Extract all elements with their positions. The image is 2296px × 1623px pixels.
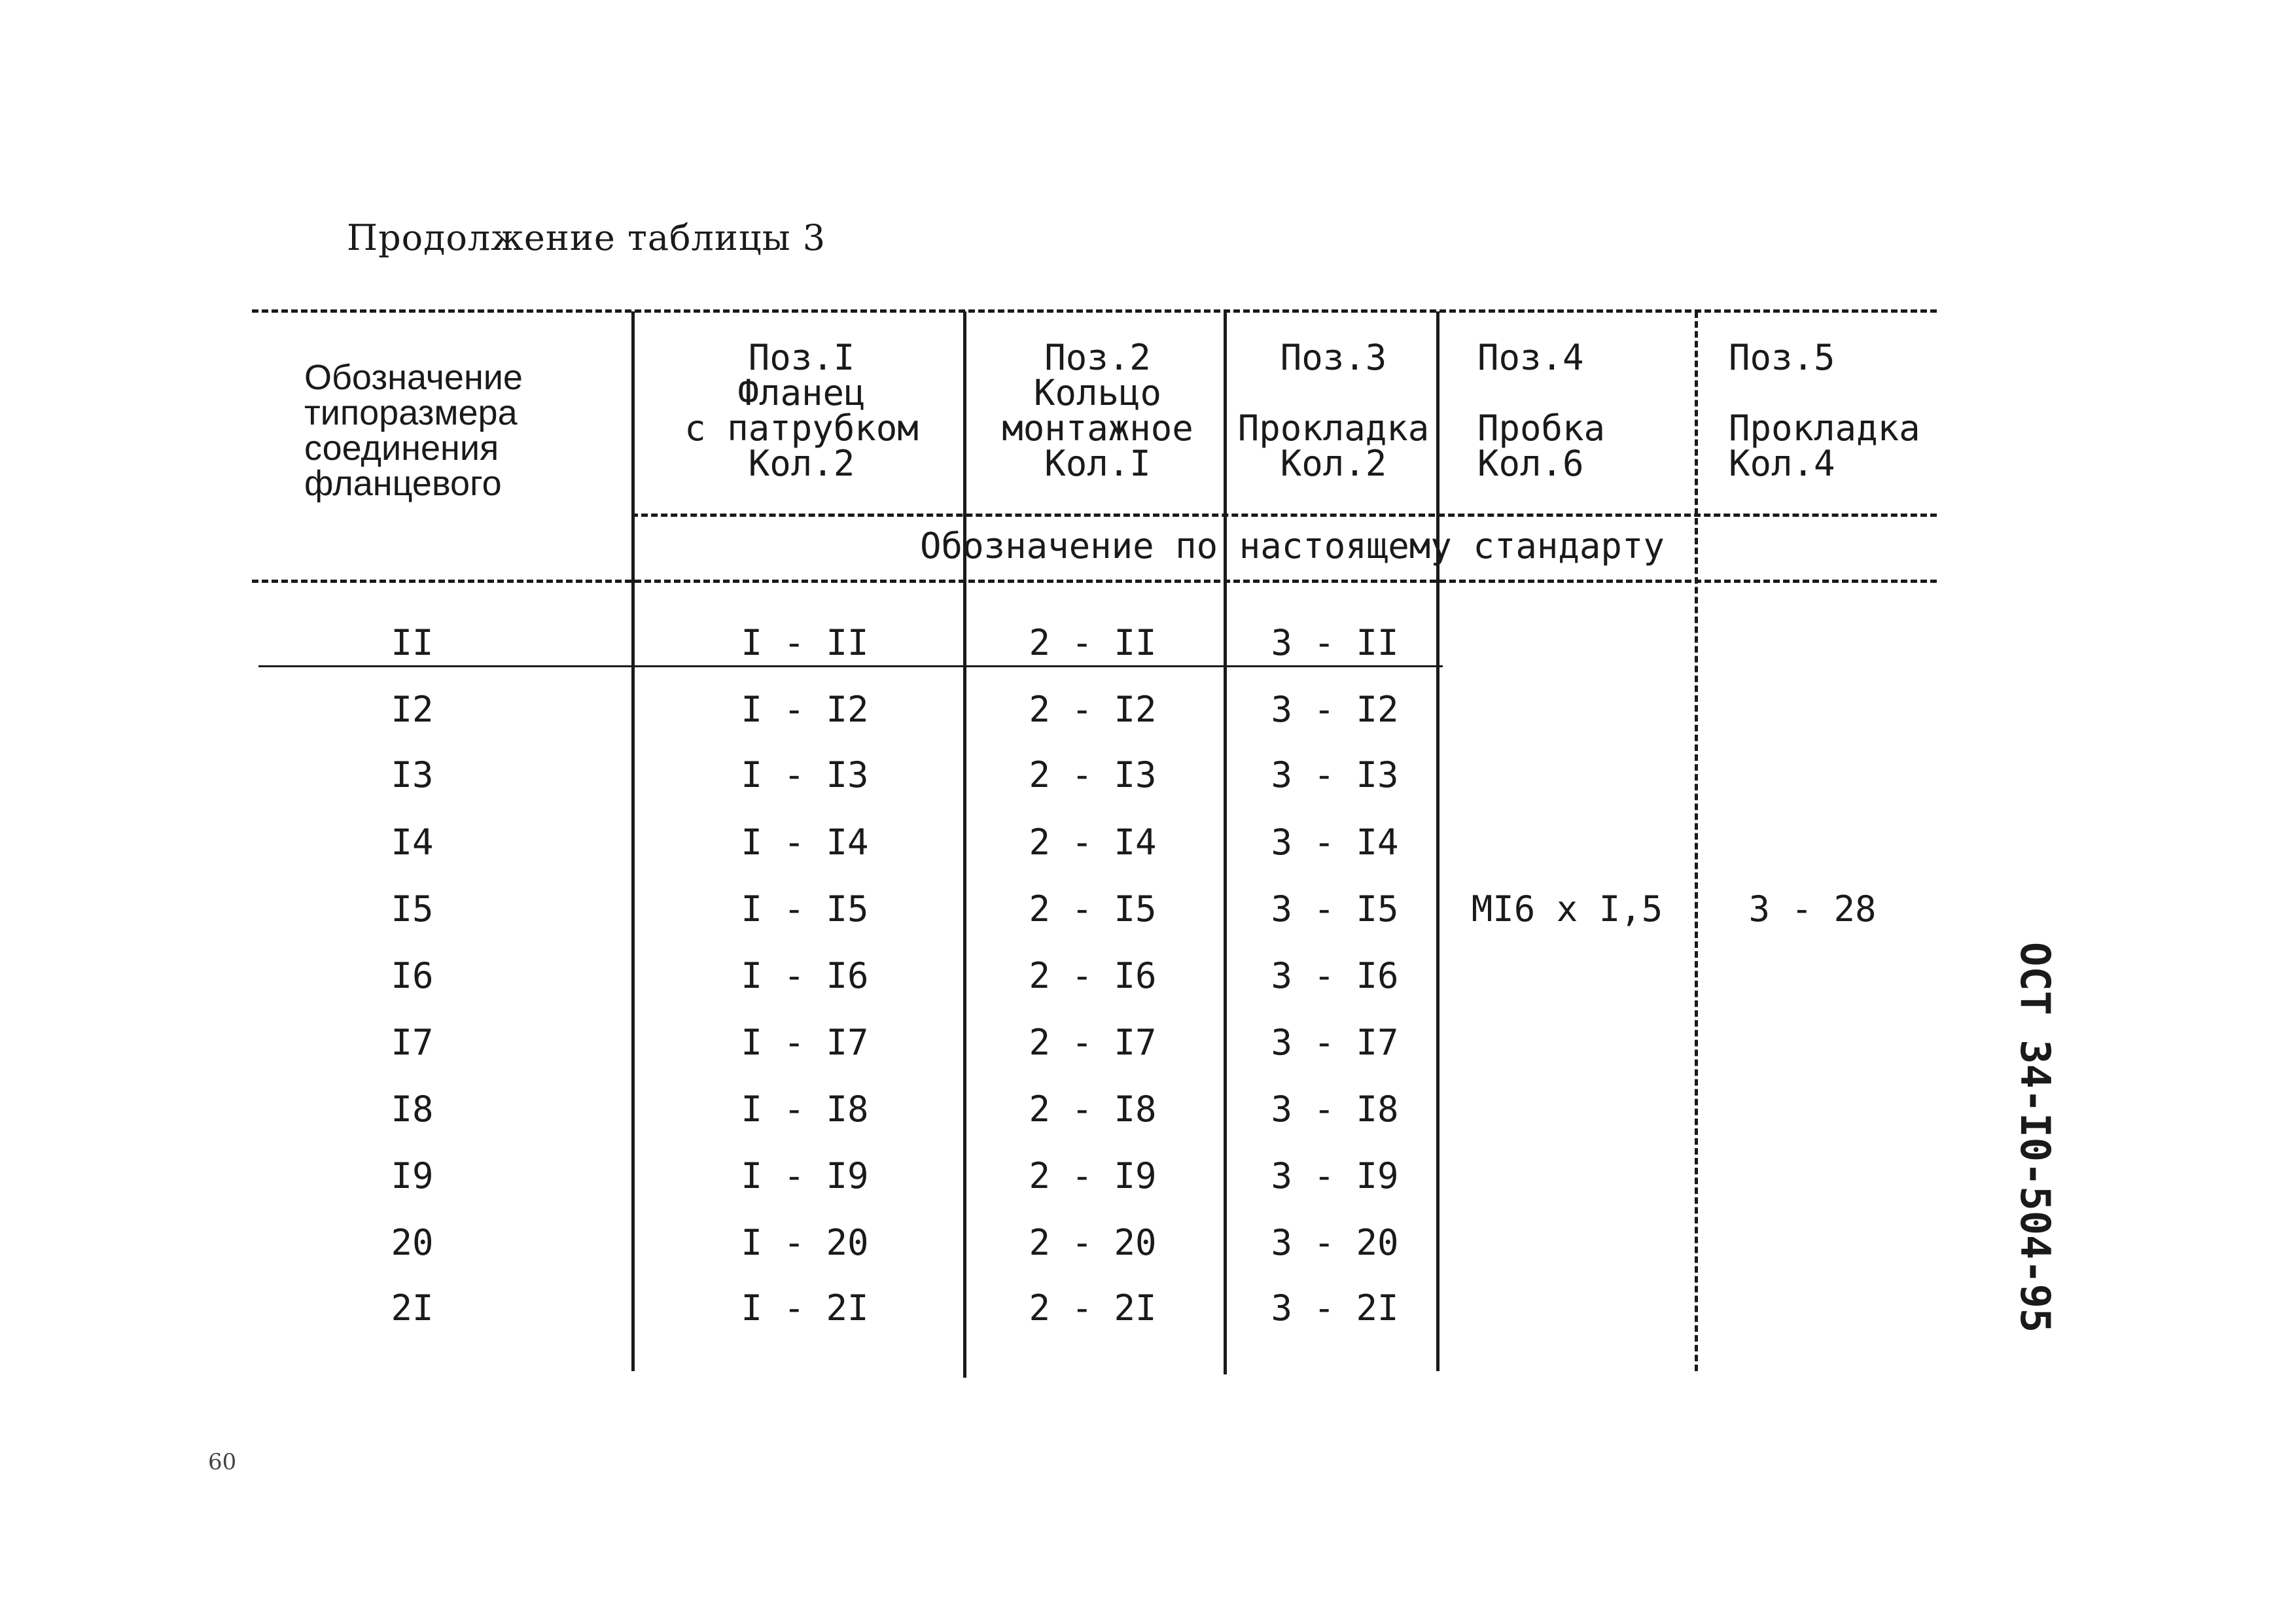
pos1-cell: I - I9 xyxy=(741,1155,869,1196)
header-bottom-rule xyxy=(252,580,1937,583)
pos3-cell: 3 - I5 xyxy=(1271,888,1399,930)
pos1-cell: I - I5 xyxy=(741,888,869,930)
size-cell: I3 xyxy=(391,754,434,795)
pos2-cell: 2 - I7 xyxy=(1029,1022,1157,1063)
page-number: 60 xyxy=(208,1449,237,1475)
pos1-cell: I - I3 xyxy=(741,754,869,795)
pos3-cell: 3 - I8 xyxy=(1271,1089,1399,1130)
pos2-cell: 2 - I2 xyxy=(1029,689,1157,730)
header-pos1: Поз.I Фланец с патрубком Кол.2 xyxy=(684,337,919,484)
pos3-cell: 3 - I7 xyxy=(1271,1022,1399,1063)
table-top-rule xyxy=(252,309,1937,313)
sub-header: Обозначение по настоящему стандарту xyxy=(920,525,1665,567)
pos2-cell: 2 - 20 xyxy=(1029,1222,1157,1263)
col-divider-1 xyxy=(631,311,635,1371)
pos2-cell: 2 - I4 xyxy=(1029,822,1157,863)
first-row-rule xyxy=(258,665,1443,667)
pos3-cell: 3 - I2 xyxy=(1271,689,1399,730)
size-cell: I2 xyxy=(391,689,434,730)
header-designation: Обозначение типоразмера соединения фланцевого xyxy=(304,358,523,503)
subheader-top-rule xyxy=(631,514,1937,517)
pos2-cell: 2 - I5 xyxy=(1029,888,1157,930)
pos3-cell: 3 - II xyxy=(1271,622,1399,663)
document-code: ОСТ 34-I0-504-95 xyxy=(2011,942,2059,1333)
pos1-cell: I - 20 xyxy=(741,1222,869,1263)
pos2-cell: 2 - 2I xyxy=(1029,1287,1157,1329)
page-title: Продолжение таблицы 3 xyxy=(347,217,826,258)
pos2-cell: 2 - II xyxy=(1029,622,1157,663)
header-pos3: Поз.3 Прокладка Кол.2 xyxy=(1237,337,1430,484)
pos3-cell: 3 - I4 xyxy=(1271,822,1399,863)
pos4-merged-cell: MI6 x I,5 xyxy=(1471,888,1663,930)
size-cell: I9 xyxy=(391,1155,434,1196)
pos2-cell: 2 - I9 xyxy=(1029,1155,1157,1196)
header-pos4: Поз.4 Пробка Кол.6 xyxy=(1477,337,1606,484)
pos1-cell: I - I8 xyxy=(741,1089,869,1130)
size-cell: 20 xyxy=(391,1222,434,1263)
pos2-cell: 2 - I3 xyxy=(1029,754,1157,795)
header-pos2: Поз.2 Кольцо монтажное Кол.I xyxy=(1002,337,1193,484)
pos3-cell: 3 - I6 xyxy=(1271,955,1399,996)
pos1-cell: I - I4 xyxy=(741,822,869,863)
pos2-cell: 2 - I8 xyxy=(1029,1089,1157,1130)
pos3-cell: 3 - I3 xyxy=(1271,754,1399,795)
size-cell: I8 xyxy=(391,1089,434,1130)
size-cell: II xyxy=(391,622,434,663)
size-cell: I4 xyxy=(391,822,434,863)
size-cell: I6 xyxy=(391,955,434,996)
size-cell: 2I xyxy=(391,1287,434,1329)
pos3-cell: 3 - 2I xyxy=(1271,1287,1399,1329)
pos2-cell: 2 - I6 xyxy=(1029,955,1157,996)
size-cell: I7 xyxy=(391,1022,434,1063)
pos1-cell: I - 2I xyxy=(741,1287,869,1329)
col-divider-5 xyxy=(1695,311,1698,1371)
pos3-cell: 3 - I9 xyxy=(1271,1155,1399,1196)
pos1-cell: I - II xyxy=(741,622,869,663)
header-pos5: Поз.5 Прокладка Кол.4 xyxy=(1729,337,1920,484)
pos1-cell: I - I6 xyxy=(741,955,869,996)
pos3-cell: 3 - 20 xyxy=(1271,1222,1399,1263)
pos5-merged-cell: 3 - 28 xyxy=(1748,888,1877,930)
pos1-cell: I - I7 xyxy=(741,1022,869,1063)
size-cell: I5 xyxy=(391,888,434,930)
pos1-cell: I - I2 xyxy=(741,689,869,730)
